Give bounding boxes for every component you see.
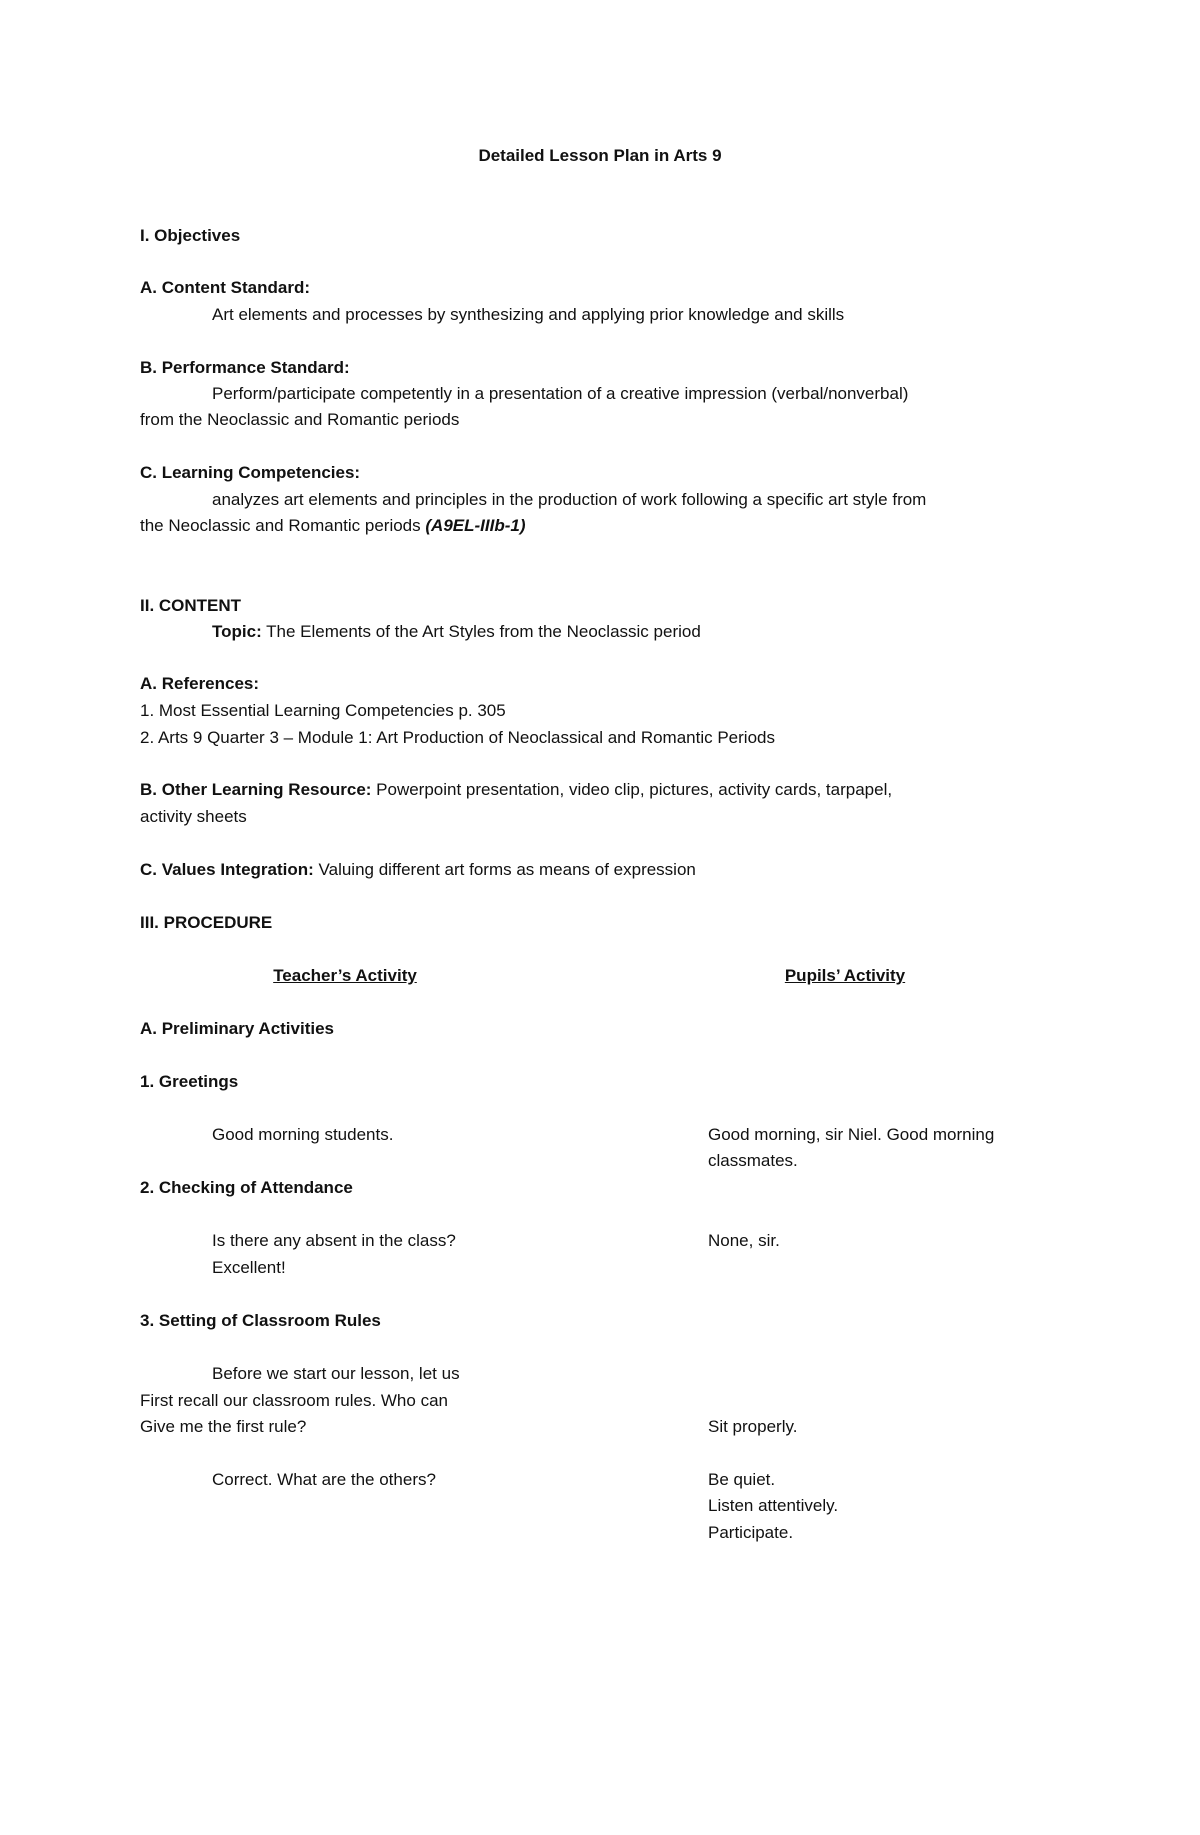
- learning-competencies-line2-text: the Neoclassic and Romantic periods: [140, 516, 426, 535]
- performance-standard-line2: from the Neoclassic and Romantic periods: [140, 410, 460, 429]
- rules-teacher-line1: Before we start our lesson, let us: [212, 1364, 460, 1383]
- preliminary-activities-heading: A. Preliminary Activities: [140, 1019, 335, 1038]
- greetings-teacher: Good morning students.: [212, 1125, 394, 1144]
- procedure-heading: III. PROCEDURE: [140, 913, 273, 932]
- content-heading: II. CONTENT: [140, 596, 242, 615]
- learning-competencies-line2: [140, 514, 525, 538]
- topic-line: [212, 620, 701, 644]
- rules-teacher-line3: Give me the first rule?: [140, 1417, 307, 1436]
- rules-pupils-line1: Be quiet.: [708, 1470, 776, 1489]
- classroom-rules-heading: 3. Setting of Classroom Rules: [140, 1311, 381, 1330]
- rules-teacher-followup: Correct. What are the others?: [212, 1470, 436, 1489]
- rules-pupils-line3: Participate.: [708, 1523, 794, 1542]
- greetings-heading: 1. Greetings: [140, 1072, 239, 1091]
- other-resources-line2: activity sheets: [140, 807, 247, 826]
- rules-pupils-first: Sit properly.: [708, 1417, 798, 1436]
- reference-item-1: 1. Most Essential Learning Competencies p. 305: [140, 701, 506, 720]
- values-integration-text: Valuing different art forms as means of expression: [313, 860, 696, 879]
- document-title: Detailed Lesson Plan in Arts 9: [478, 146, 722, 165]
- content-standard-label: A. Content Standard:: [140, 278, 310, 297]
- attendance-pupils: None, sir.: [708, 1231, 780, 1250]
- topic-label: Topic:: [212, 622, 262, 641]
- learning-competencies-label: C. Learning Competencies:: [140, 463, 361, 482]
- attendance-teacher-line2: Excellent!: [212, 1258, 286, 1277]
- learning-competencies-line1: analyzes art elements and principles in the production of work following a specific art style from: [212, 490, 927, 509]
- rules-pupils-line2: Listen attentively.: [708, 1496, 839, 1515]
- attendance-teacher-line1: Is there any absent in the class?: [212, 1231, 456, 1250]
- topic-text: The Elements of the Art Styles from the Neoclassic period: [261, 622, 701, 641]
- references-label: A. References:: [140, 674, 260, 693]
- other-resources-line1: [140, 778, 892, 802]
- other-resources-text: Powerpoint presentation, video clip, pictures, activity cards, tarpapel,: [371, 780, 893, 799]
- performance-standard-line1: Perform/participate competently in a presentation of a creative impression (verbal/nonverbal): [212, 384, 909, 403]
- rules-teacher-line2: First recall our classroom rules. Who can: [140, 1391, 448, 1410]
- other-resources-label: B. Other Learning Resource:: [140, 780, 372, 799]
- content-standard-text: Art elements and processes by synthesizing and applying prior knowledge and skills: [212, 305, 845, 324]
- greetings-pupils-line2: classmates.: [708, 1151, 798, 1170]
- greetings-pupils-line1: Good morning, sir Niel. Good morning: [708, 1125, 995, 1144]
- reference-item-2: 2. Arts 9 Quarter 3 – Module 1: Art Production of Neoclassical and Romantic Periods: [140, 728, 775, 747]
- attendance-heading: 2. Checking of Attendance: [140, 1178, 353, 1197]
- competency-code: (A9EL-IIIb-1): [425, 516, 526, 535]
- objectives-heading: I. Objectives: [140, 226, 241, 245]
- pupils-activity-header: Pupils’ Activity: [784, 966, 906, 985]
- performance-standard-label: B. Performance Standard:: [140, 358, 350, 377]
- values-integration-label: C. Values Integration:: [140, 860, 314, 879]
- values-integration-line: [140, 858, 696, 882]
- teacher-activity-header: Teacher’s Activity: [273, 966, 417, 985]
